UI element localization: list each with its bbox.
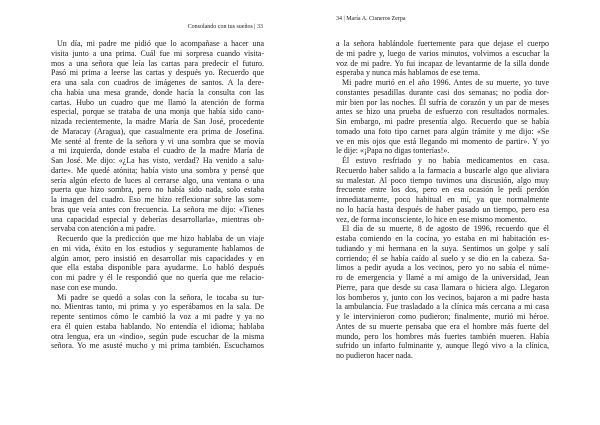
text-line: voz de mi padre. Yo fui incapaz de levantarme de la silla donde xyxy=(336,58,549,68)
text-line: vez, de forma inconsciente, lo hice en ese mismo momento. xyxy=(336,214,528,224)
text-line: Recuerdo que la predicción que me hizo hablaba de un viaje xyxy=(57,234,264,243)
text-line: mundo, pero los hombres más fuertes también mueren. Había xyxy=(336,331,549,341)
text-line: mir bien por las noches. Él sufría de corazón y un par de meses xyxy=(336,97,549,107)
text-line: los bomberos y, junto con los vecinos, bajaron a mi padre hasta xyxy=(336,292,549,302)
text-line: la imagen del cuadro. Eso me hizo reflexionar sobre las som- xyxy=(51,195,264,204)
text-line: de Maracay (Aragua), que casualmente era prima de Josefina. xyxy=(51,126,264,136)
text-line: San José. Me dijo: «¿La has visto, verdad? Ha venido a salu- xyxy=(51,156,264,165)
paragraph xyxy=(336,39,549,78)
text-line: Me senté al frente de la señora y vi una sombra que se movía xyxy=(51,136,264,146)
right-page xyxy=(300,0,600,425)
text-line: otra lengua, era un «indio», según pude escuchar de la misma xyxy=(51,331,264,341)
paragraph xyxy=(51,293,264,352)
text-line: una capacidad especial y deberías desarrollarla», mientras ob- xyxy=(51,214,264,224)
text-line: nizada recientemente, la madre María de San José, procedente xyxy=(51,117,264,126)
text-line: esperaba y nunca más hablamos de ese tema. xyxy=(336,68,480,78)
text-line: Pierre, para que desde su casa llamara o hiciera algo. Llegaron xyxy=(336,282,549,292)
text-line: inmediatamente, poco habitual en mí, ya que normalmente xyxy=(336,195,549,204)
page-body xyxy=(336,39,549,361)
text-line: Mi padre murió en el año 1996. Antes de su muerte, yo tuve xyxy=(342,78,549,87)
text-line: sería algún efecto de luces al cerrarse algo, una ventana o una xyxy=(51,175,264,185)
text-line: la ambulancia. Fue trasladado a la clínica más cercana a mi casa xyxy=(336,302,549,312)
text-line: antes se hizo una prueba de esfuerzo con resultados normales. xyxy=(336,107,549,117)
paragraph xyxy=(336,156,549,224)
text-line: Sin embargo, mi padre presentía algo. Recuerdo que se había xyxy=(336,117,549,126)
text-line: frecuente entre los dos, pero en esa ocasión le pedí perdón xyxy=(336,185,549,195)
text-line: Pasó mi prima a leerse las cartas y después yo. Recuerdo que xyxy=(51,68,264,78)
text-line: era él quien estaba hablando. No entendía el idioma; hablaba xyxy=(51,321,264,331)
text-line: repente sentimos cómo le cambió la voz a mi padre y ya no xyxy=(51,312,264,321)
running-header: 34 | María A. Cisneros Zerpa xyxy=(336,16,406,22)
text-line: darte». Me quedé atónita; había visto una sombra y pensé que xyxy=(51,165,264,175)
text-line: ro de emergencia y llamé a mi amigo de la universidad, Jean xyxy=(336,273,549,282)
text-line: mos a una señora que leía las cartas para predecir el futuro. xyxy=(51,58,264,68)
text-line: corriendo; él se había caído al suelo y se dio en la cabeza. Sa- xyxy=(336,253,549,263)
text-line: sufrido un infarto fulminante y, aunque llegó vivo a la clínica, xyxy=(336,341,549,351)
text-line: cartas. Hubo un cuadro que me llamó la atención de forma xyxy=(51,97,264,107)
text-line: su malestar. Al poco tiempo tuvimos una discusión, algo muy xyxy=(336,175,549,185)
text-line: Mi padre se quedó a solas con la señora, le tocaba su tur- xyxy=(57,292,264,302)
text-line: le dije: «¡Papa no digas tonterías!». xyxy=(336,146,450,156)
text-line: puerta que hizo sombra, pero no había sido nada, solo estaba xyxy=(51,185,264,195)
text-line: con mi padre y él le respondió que no quería que me relacio- xyxy=(51,273,264,282)
text-line: Recuerdo haber salido a la farmacia a buscarle algo que aliviara xyxy=(336,165,549,175)
paragraph xyxy=(51,234,264,293)
text-line: y le intervinieron como pudieron; finalmente, murió mi héroe. xyxy=(336,312,549,321)
text-line: El día de su muerte, 8 de agosto de 1996, recuerdo que él xyxy=(342,224,549,234)
paragraph xyxy=(51,39,264,234)
text-line: a mi izquierda, donde estaba el cuadro de la madre María de xyxy=(51,146,264,156)
text-line: bras que veía antes con frecuencia. La señora me dijo: «Tienes xyxy=(51,204,264,214)
text-line: estaba comiendo en la cocina, yo estaba en mi habitación es- xyxy=(336,234,549,243)
paragraph xyxy=(336,224,549,361)
text-line: especial, porque se trataba de una monja que había sido cano- xyxy=(51,107,264,117)
text-line: que ella estaba disponible para ayudarme. Lo habló después xyxy=(51,263,264,273)
text-line: nase con ese mundo. xyxy=(51,282,118,292)
text-line: en mi vida, éxito en los estudios y seguramente hablamos de xyxy=(51,243,264,253)
text-line: Antes de su muerte pensaba que era el hombre más fuerte del xyxy=(336,321,549,331)
text-line: a la señora hablándole fuertemente para que dejase el cuerpo xyxy=(336,39,549,48)
page-body xyxy=(51,39,264,351)
text-line: constantes pesadillas durante casi dos semanas; no podía dor- xyxy=(336,87,549,97)
text-line: limos a pedir ayuda a los vecinos, pero yo no sabía el núme- xyxy=(336,263,549,273)
text-line: algún amor, pero insistió en desarrollar mis capacidades y en xyxy=(51,253,264,263)
text-line: era una sala con cuadros de imágenes de santos. A la dere- xyxy=(51,78,264,87)
text-line: visita junto a una prima. Cuál fue mi sorpresa cuando visita- xyxy=(51,48,264,58)
text-line: tomado una foto tipo carnet para algún trámite y me dijo: «Se xyxy=(336,126,549,136)
text-line: Él estuvo resfriado y no había medicamentos en casa. xyxy=(342,156,549,165)
text-line: servaba con atención a mi padre. xyxy=(51,224,156,234)
text-line: señora. Yo me asusté mucho y mi prima también. Escuchamos xyxy=(51,341,264,351)
text-line: tudiando y mi hermana en la suya. Sentimos un golpe y salí xyxy=(336,243,549,253)
text-line: Un día, mi padre me pidió que lo acompañase a hacer una xyxy=(57,39,264,48)
text-line: cha había una mesa grande, donde hacía la consulta con las xyxy=(51,87,264,97)
text-line: ve en mis ojos que está llegando mi momento de partir». Y yo xyxy=(336,136,549,146)
text-line: no lo hacía hasta después de haber pasado un tiempo, pero esa xyxy=(336,204,549,214)
running-header: Consolando con tus sueños | 33 xyxy=(187,24,263,30)
text-line: no. Mientras tanto, mi prima y yo esperábamos en la sala. De xyxy=(51,302,264,312)
text-line: de mi padre y, luego de varios minutos, volvimos a escuchar la xyxy=(336,48,549,58)
paragraph xyxy=(336,78,549,156)
text-line: no pudieron hacer nada. xyxy=(336,351,413,360)
